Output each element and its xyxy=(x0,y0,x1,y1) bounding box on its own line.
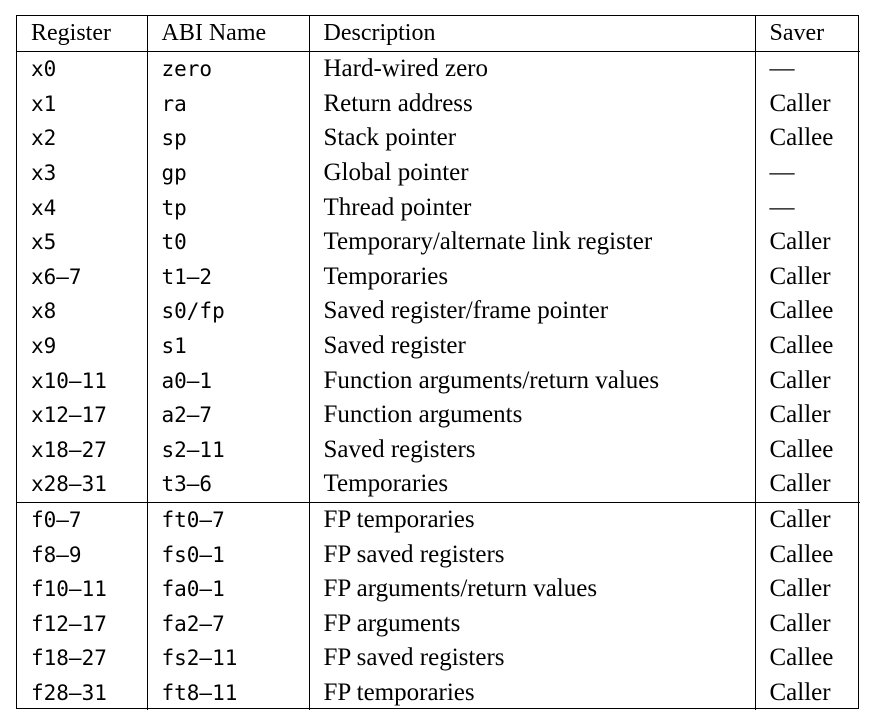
register-table xyxy=(17,16,860,710)
saver-cell: Caller xyxy=(755,467,860,502)
register-cell: x9 xyxy=(31,334,57,359)
abi-name-cell: gp xyxy=(147,156,309,191)
abi-name-cell: t3–6 xyxy=(147,467,309,502)
column-header-saver: Saver xyxy=(755,16,860,52)
abi-name-cell: t0 xyxy=(147,225,309,260)
description-cell: Function arguments xyxy=(309,398,755,433)
table-row xyxy=(17,363,860,398)
register-cell: x1 xyxy=(31,91,57,116)
description-cell: Hard-wired zero xyxy=(309,52,755,87)
register-cell: x3 xyxy=(31,161,57,186)
saver-cell: Caller xyxy=(755,225,860,260)
description-cell: FP saved registers xyxy=(309,641,755,676)
description-cell: FP temporaries xyxy=(309,502,755,537)
table-header xyxy=(17,16,860,52)
description-cell: Temporaries xyxy=(309,260,755,295)
table-row xyxy=(17,190,860,225)
register-cell: x18–27 xyxy=(31,437,107,462)
table-row xyxy=(17,52,860,87)
column-header-abi-name: ABI Name xyxy=(147,16,309,52)
description-cell: FP saved registers xyxy=(309,537,755,572)
abi-name-cell: sp xyxy=(147,121,309,156)
abi-name-cell: fa2–7 xyxy=(147,607,309,642)
abi-name-cell: fs0–1 xyxy=(147,537,309,572)
table-row xyxy=(17,156,860,191)
saver-cell: Caller xyxy=(755,676,860,711)
register-cell: x2 xyxy=(31,126,57,151)
description-cell: Temporaries xyxy=(309,467,755,502)
description-cell: Saved register xyxy=(309,329,755,364)
table-row xyxy=(17,467,860,502)
saver-cell: Caller xyxy=(755,363,860,398)
register-cell: x10–11 xyxy=(31,368,107,393)
table-row xyxy=(17,398,860,433)
saver-cell: Callee xyxy=(755,433,860,468)
table-row xyxy=(17,537,860,572)
table-row xyxy=(17,607,860,642)
description-cell: Saved register/frame pointer xyxy=(309,294,755,329)
register-cell: x5 xyxy=(31,230,57,255)
saver-cell: — xyxy=(755,190,860,225)
description-cell: Stack pointer xyxy=(309,121,755,156)
abi-name-cell: s0/fp xyxy=(147,294,309,329)
table-row xyxy=(17,572,860,607)
register-cell: f8–9 xyxy=(31,542,82,567)
saver-cell: Caller xyxy=(755,260,860,295)
saver-cell: Callee xyxy=(755,537,860,572)
register-cell: x4 xyxy=(31,195,57,220)
saver-cell: Caller xyxy=(755,398,860,433)
table-row xyxy=(17,225,860,260)
table-row xyxy=(17,502,860,537)
register-cell: f0–7 xyxy=(17,502,147,537)
abi-name-cell: a2–7 xyxy=(147,398,309,433)
description-cell: FP arguments/return values xyxy=(309,572,755,607)
abi-name-cell: ra xyxy=(147,87,309,122)
header-row xyxy=(17,16,860,52)
abi-name-cell: s2–11 xyxy=(147,433,309,468)
register-cell: x12–17 xyxy=(31,403,107,428)
abi-name-cell: t1–2 xyxy=(147,260,309,295)
description-cell: Saved registers xyxy=(309,433,755,468)
table-row xyxy=(17,294,860,329)
register-cell: f12–17 xyxy=(31,611,107,636)
table-row xyxy=(17,641,860,676)
saver-cell: — xyxy=(755,52,860,87)
column-header-description: Description xyxy=(309,16,755,52)
register-cell: f18–27 xyxy=(31,646,107,671)
table-row xyxy=(17,87,860,122)
table-row xyxy=(17,121,860,156)
saver-cell: Callee xyxy=(755,294,860,329)
table-row xyxy=(17,260,860,295)
table-row xyxy=(17,676,860,711)
register-cell: f10–11 xyxy=(31,577,107,602)
register-cell: x28–31 xyxy=(31,472,107,497)
abi-name-cell: s1 xyxy=(147,329,309,364)
saver-cell: Callee xyxy=(755,121,860,156)
saver-cell: Caller xyxy=(755,607,860,642)
saver-cell: Caller xyxy=(755,502,860,537)
description-cell: Temporary/alternate link register xyxy=(309,225,755,260)
description-cell: FP arguments xyxy=(309,607,755,642)
description-cell: Function arguments/return values xyxy=(309,363,755,398)
saver-cell: Caller xyxy=(755,572,860,607)
register-cell: x0 xyxy=(31,57,57,82)
table-row xyxy=(17,433,860,468)
register-cell: f28–31 xyxy=(31,680,107,705)
table-row xyxy=(17,329,860,364)
saver-cell: — xyxy=(755,156,860,191)
description-cell: FP temporaries xyxy=(309,676,755,711)
abi-name-cell: a0–1 xyxy=(147,363,309,398)
abi-name-cell: ft0–7 xyxy=(147,502,309,537)
description-cell: Thread pointer xyxy=(309,190,755,225)
table-body xyxy=(17,52,860,711)
description-cell: Return address xyxy=(309,87,755,122)
register-table-container xyxy=(16,15,859,709)
register-cell: x8 xyxy=(31,299,57,324)
register-cell: x6–7 xyxy=(31,264,82,289)
description-cell: Global pointer xyxy=(309,156,755,191)
abi-name-cell: zero xyxy=(147,52,309,87)
abi-name-cell: fa0–1 xyxy=(147,572,309,607)
abi-name-cell: ft8–11 xyxy=(147,676,309,711)
saver-cell: Caller xyxy=(755,87,860,122)
abi-name-cell: fs2–11 xyxy=(147,641,309,676)
saver-cell: Callee xyxy=(755,329,860,364)
column-header-register: Register xyxy=(17,16,147,52)
abi-name-cell: tp xyxy=(147,190,309,225)
saver-cell: Callee xyxy=(755,641,860,676)
